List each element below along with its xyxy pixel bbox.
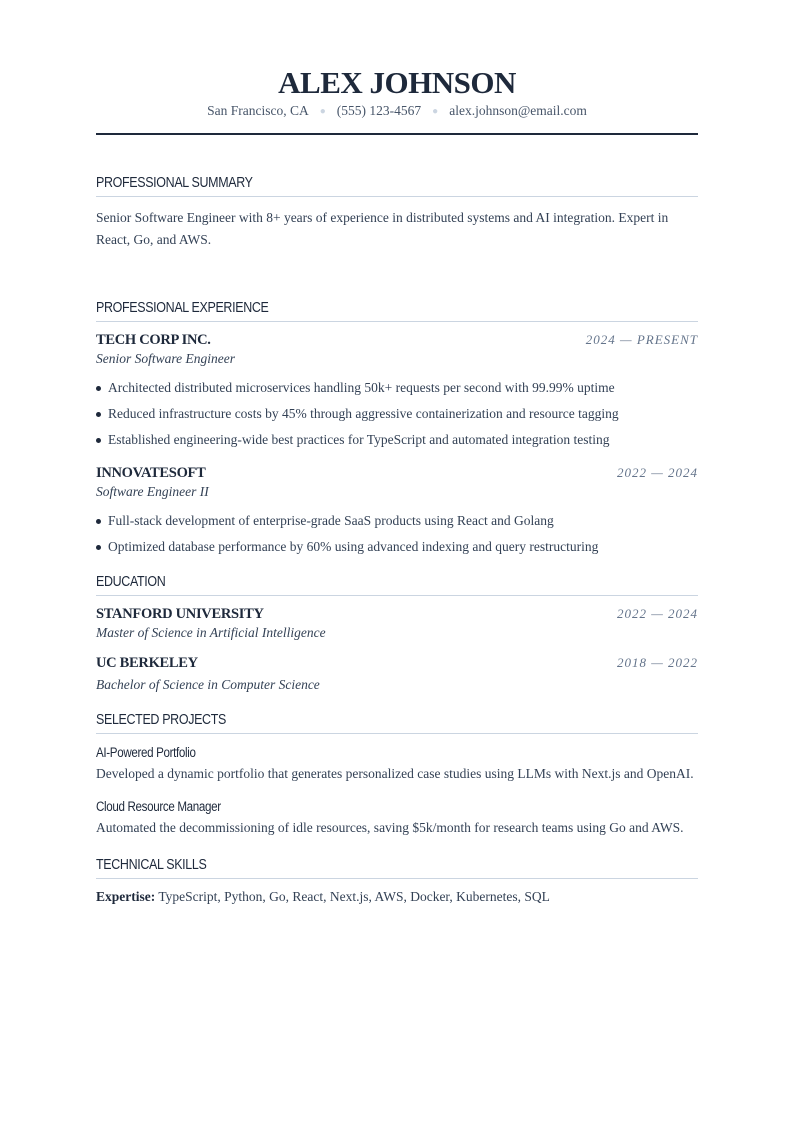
- job-dates: 2022 — 2024: [616, 465, 698, 480]
- job-entry: [96, 465, 698, 560]
- job-entry: [96, 332, 698, 453]
- candidate-name: ALEX JOHNSON: [278, 65, 516, 100]
- job-dates: 2024 — PRESENT: [585, 332, 698, 347]
- experience-section: [96, 299, 698, 560]
- contact-email: alex.johnson@email.com: [449, 103, 587, 118]
- project-description: Developed a dynamic portfolio that generates personalized case studies using LLMs with Next.js and OpenAI.: [96, 766, 694, 781]
- project-entry: [96, 798, 698, 838]
- skills-label: Expertise:: [96, 889, 156, 904]
- education-entry: [96, 655, 698, 693]
- summary-text: Senior Software Engineer with 8+ years of experience in distributed systems and AI integration. Expert in React, Go, and AWS.: [96, 210, 669, 247]
- section-heading: [96, 856, 698, 879]
- skills-section: [96, 856, 698, 905]
- project-entry: [96, 744, 698, 784]
- job-bullet: Optimized database performance by 60% using advanced indexing and query restructuring: [96, 534, 698, 560]
- skills-list: TypeScript, Python, Go, React, Next.js, AWS, Docker, Kubernetes, SQL: [158, 889, 550, 904]
- school-dates: 2022 — 2024: [616, 606, 698, 621]
- project-name: Cloud Resource Manager: [96, 799, 221, 814]
- section-heading: [96, 174, 698, 197]
- section-title: PROFESSIONAL SUMMARY: [96, 175, 253, 191]
- resume-header: [96, 0, 698, 135]
- education-header: [96, 606, 698, 623]
- job-bullets: [96, 375, 698, 453]
- contact-line: [96, 102, 698, 121]
- degree: Master of Science in Artificial Intelligence: [96, 625, 326, 640]
- job-role: Senior Software Engineer: [96, 351, 235, 366]
- section-title: EDUCATION: [96, 574, 166, 590]
- school-name: STANFORD UNIVERSITY: [96, 606, 264, 622]
- job-bullet: Full-stack development of enterprise-grade SaaS products using React and Golang: [96, 508, 698, 534]
- education-section: [96, 573, 698, 693]
- education-header: [96, 655, 698, 672]
- job-bullets: [96, 508, 698, 560]
- skills-line: [96, 889, 698, 905]
- section-title: SELECTED PROJECTS: [96, 712, 226, 728]
- job-header: [96, 465, 698, 482]
- section-heading: [96, 711, 698, 734]
- job-bullet: Architected distributed microservices handling 50k+ requests per second with 99.99% uptime: [96, 375, 698, 401]
- job-company: TECH CORP INC.: [96, 332, 211, 348]
- job-bullet: Reduced infrastructure costs by 45% through aggressive containerization and resource tagging: [96, 401, 698, 427]
- project-description: Automated the decommissioning of idle resources, saving $5k/month for research teams using Go and AWS.: [96, 820, 684, 835]
- degree: Bachelor of Science in Computer Science: [96, 677, 320, 692]
- job-role: Software Engineer II: [96, 484, 209, 499]
- project-name: AI-Powered Portfolio: [96, 745, 196, 760]
- section-title: TECHNICAL SKILLS: [96, 857, 207, 873]
- job-header: [96, 332, 698, 349]
- section-heading: [96, 573, 698, 596]
- education-entry: [96, 606, 698, 641]
- school-dates: 2018 — 2022: [616, 655, 698, 670]
- section-heading: [96, 299, 698, 322]
- section-title: PROFESSIONAL EXPERIENCE: [96, 300, 269, 316]
- summary-section: [96, 174, 698, 251]
- separator-dot-icon: ●: [432, 106, 439, 117]
- contact-location: San Francisco, CA: [207, 103, 309, 118]
- school-name: UC BERKELEY: [96, 655, 198, 671]
- projects-section: [96, 711, 698, 838]
- job-company: INNOVATESOFT: [96, 465, 206, 481]
- contact-phone: (555) 123-4567: [336, 103, 422, 118]
- separator-dot-icon: ●: [319, 106, 326, 117]
- job-bullet: Established engineering-wide best practices for TypeScript and automated integration testing: [96, 427, 698, 453]
